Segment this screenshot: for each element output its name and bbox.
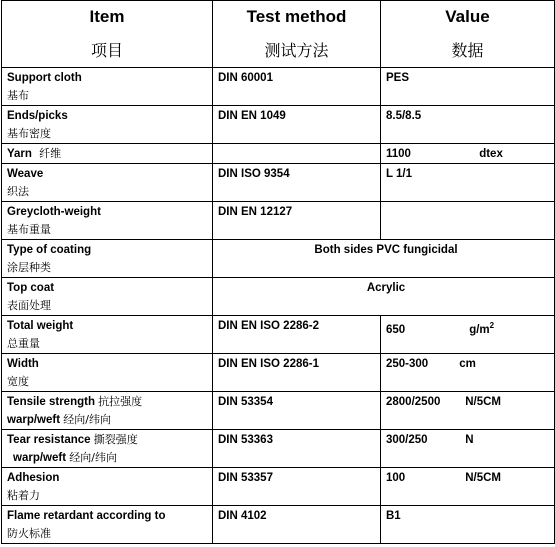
value-cell: L 1/1 <box>381 164 555 202</box>
table-row <box>2 354 555 392</box>
method-cell: DIN 53357 <box>213 468 381 506</box>
table-row <box>2 240 555 278</box>
item-en: Adhesion <box>7 472 60 484</box>
specification-table <box>1 0 555 544</box>
header-item <box>2 1 213 68</box>
value-cell <box>381 468 555 506</box>
table-row <box>2 106 555 144</box>
merged-value-cell: Acrylic <box>213 278 555 316</box>
method-cell: DIN EN ISO 2286-1 <box>213 354 381 392</box>
method-cell: DIN EN ISO 2286-2 <box>213 316 381 354</box>
item-cell <box>2 240 213 278</box>
item-cell <box>2 468 213 506</box>
header-row <box>2 1 555 68</box>
item-cell <box>2 106 213 144</box>
item-en: Width <box>7 358 39 370</box>
item-zh-sub: 经向/纬向 <box>69 451 117 464</box>
item-cell <box>2 144 213 164</box>
item-zh: 撕裂强度 <box>93 433 138 446</box>
table-row <box>2 506 555 544</box>
item-zh: 纤维 <box>39 147 62 160</box>
item-en: Greycloth-weight <box>7 206 101 218</box>
value-cell <box>381 202 555 240</box>
method-cell: DIN 53363 <box>213 430 381 468</box>
value-cell: PES <box>381 68 555 106</box>
item-zh: 宽度 <box>7 375 29 388</box>
item-zh: 粘着力 <box>7 489 40 502</box>
value-cell <box>381 144 555 164</box>
item-en: Weave <box>7 168 44 180</box>
header-value-en: Value <box>445 7 490 26</box>
header-method-zh: 测试方法 <box>264 41 329 60</box>
item-cell <box>2 164 213 202</box>
table-row <box>2 430 555 468</box>
table-row <box>2 468 555 506</box>
merged-value-cell: Both sides PVC fungicidal <box>213 240 555 278</box>
item-zh: 涂层种类 <box>7 261 51 274</box>
item-en: Tensile strength <box>7 396 95 408</box>
header-item-zh: 项目 <box>90 41 123 60</box>
value-number: 2800/2500 <box>386 396 441 408</box>
value-number: 300/250 <box>386 434 428 446</box>
method-cell: DIN EN 1049 <box>213 106 381 144</box>
method-cell: DIN 53354 <box>213 392 381 430</box>
value-cell: 8.5/8.5 <box>381 106 555 144</box>
item-en: Support cloth <box>7 72 82 84</box>
item-en: Top coat <box>7 282 55 294</box>
value-cell <box>381 354 555 392</box>
item-cell <box>2 354 213 392</box>
item-zh: 基布密度 <box>7 127 51 140</box>
value-number: 1100 <box>386 148 411 160</box>
item-en: Yarn <box>7 148 32 160</box>
item-zh-sub: 经向/纬向 <box>63 413 111 426</box>
item-cell <box>2 316 213 354</box>
table-row <box>2 164 555 202</box>
table-row <box>2 392 555 430</box>
item-cell <box>2 278 213 316</box>
method-cell: DIN EN 12127 <box>213 202 381 240</box>
method-cell: DIN 60001 <box>213 68 381 106</box>
value-cell <box>381 392 555 430</box>
item-cell <box>2 202 213 240</box>
item-en: Total weight <box>7 320 74 332</box>
value-unit: N <box>465 434 474 446</box>
value-unit: N/5CM <box>465 472 501 484</box>
value-unit: dtex <box>479 148 503 160</box>
item-cell <box>2 68 213 106</box>
table-row <box>2 68 555 106</box>
value-cell <box>381 430 555 468</box>
method-cell <box>213 144 381 164</box>
value-number: 100 <box>386 472 406 484</box>
item-en: Ends/picks <box>7 110 68 122</box>
header-value-zh: 数据 <box>451 41 484 60</box>
item-zh: 基布 <box>7 89 29 102</box>
item-zh: 抗拉强度 <box>98 395 143 408</box>
value-unit-exponent: 2 <box>489 321 495 330</box>
header-value <box>381 1 555 68</box>
item-zh: 总重量 <box>7 337 40 350</box>
table-row <box>2 278 555 316</box>
item-en: Type of coating <box>7 244 92 256</box>
item-en: Flame retardant according to <box>7 510 166 522</box>
item-zh: 基布重量 <box>7 223 51 236</box>
table-row <box>2 316 555 354</box>
value-cell <box>381 316 555 354</box>
item-cell <box>2 506 213 544</box>
item-en-sub: warp/weft <box>13 452 67 464</box>
table-row <box>2 202 555 240</box>
method-cell: DIN ISO 9354 <box>213 164 381 202</box>
table-row <box>2 144 555 164</box>
header-item-en: Item <box>89 7 125 26</box>
value-cell: B1 <box>381 506 555 544</box>
value-unit-base: g/m <box>469 323 490 336</box>
value-unit <box>469 321 495 336</box>
method-cell: DIN 4102 <box>213 506 381 544</box>
item-zh: 防火标准 <box>7 527 51 540</box>
item-en: Tear resistance <box>7 434 91 446</box>
item-en-sub: warp/weft <box>7 414 61 426</box>
value-unit: N/5CM <box>465 396 501 408</box>
value-number: 250-300 <box>386 358 429 370</box>
item-zh: 表面处理 <box>7 299 51 312</box>
value-unit: cm <box>459 358 476 370</box>
item-cell <box>2 430 213 468</box>
item-zh: 织法 <box>7 185 29 198</box>
item-cell <box>2 392 213 430</box>
header-method-en: Test method <box>246 7 347 26</box>
value-number: 650 <box>386 323 406 336</box>
header-test-method <box>213 1 381 68</box>
